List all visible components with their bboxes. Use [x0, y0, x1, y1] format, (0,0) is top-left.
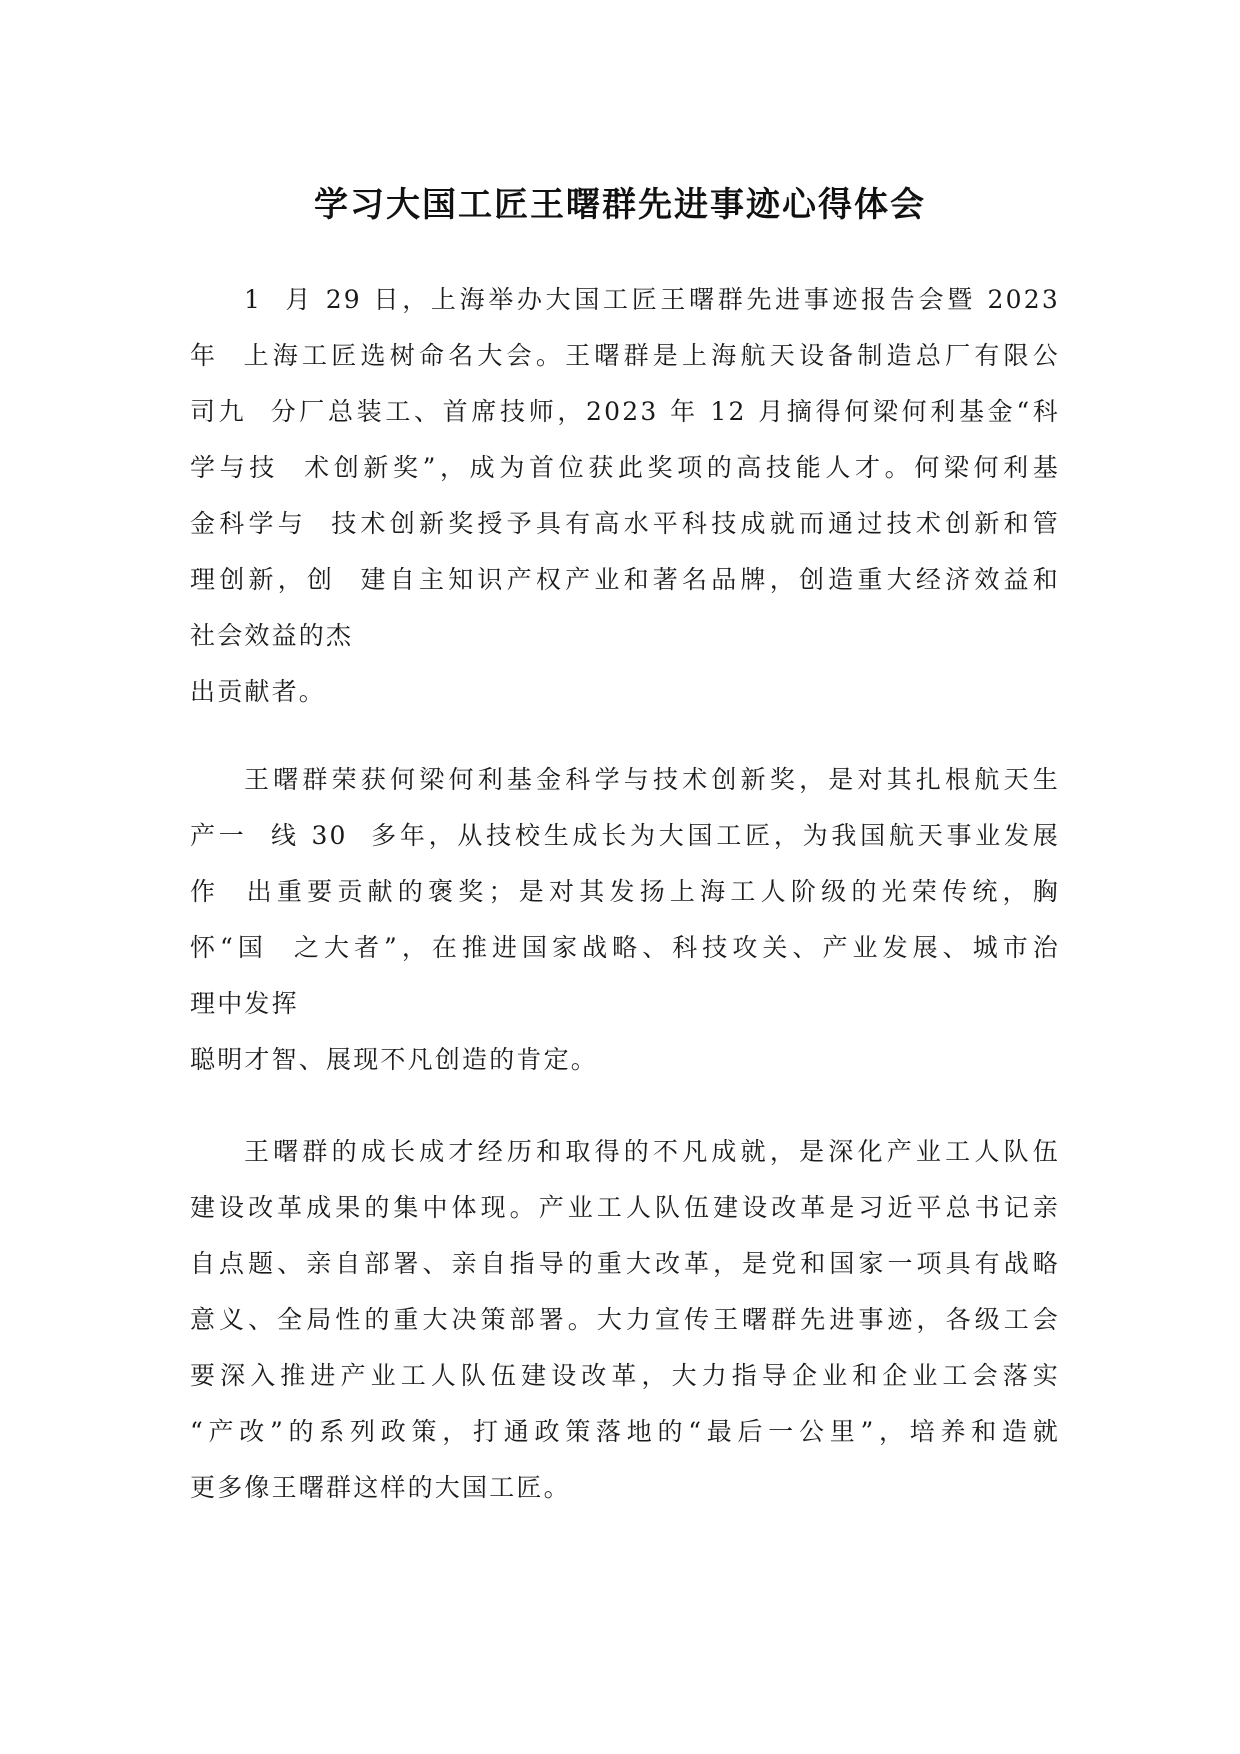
paragraph-line: 王曙群的成长成才经历和取得的不凡成就，是深化产业工人队伍 — [244, 1137, 1060, 1166]
paragraph-line: 自点题、亲自部署、亲自指导的重大改革，是党和国家一项具有战略 — [190, 1249, 1060, 1278]
paragraph-1 — [190, 272, 1060, 720]
paragraph-line: 司九 分厂总装工、首席技师，2023 年 12 月摘得何梁何利基金“科 — [190, 397, 1060, 426]
paragraph-line: 年 上海工匠选树命名大会。王曙群是上海航天设备制造总厂有限公 — [190, 341, 1060, 370]
paragraph-line: 作 出重要贡献的褒奖；是对其发扬上海工人阶级的光荣传统，胸 — [190, 877, 1060, 906]
paragraph-line: 产一 线 30 多年，从技校生成长为大国工匠，为我国航天事业发展 — [190, 821, 1060, 850]
paragraph-line: 建设改革成果的集中体现。产业工人队伍建设改革是习近平总书记亲 — [190, 1193, 1060, 1222]
paragraph-line: 出贡献者。 — [190, 677, 327, 706]
paragraph-line: 王曙群荣获何梁何利基金科学与技术创新奖，是对其扎根航天生 — [244, 765, 1060, 794]
paragraph-line: 意义、全局性的重大决策部署。大力宣传王曙群先进事迹，各级工会 — [190, 1305, 1060, 1334]
paragraph-line: 更多像王曙群这样的大国工匠。 — [190, 1473, 571, 1502]
paragraph-3 — [190, 1124, 1060, 1516]
paragraph-line: 社会效益的杰 — [190, 621, 354, 650]
paragraph-line: 理中发挥 — [190, 989, 299, 1018]
paragraph-line: 聪明才智、展现不凡创造的肯定。 — [190, 1045, 599, 1074]
paragraph-line: 1 月 29 日，上海举办大国工匠王曙群先进事迹报告会暨 2023 — [244, 285, 1060, 314]
paragraph-line: 学与技 术创新奖”，成为首位获此奖项的高技能人才。何梁何利基 — [190, 453, 1060, 482]
paragraph-line: 理创新，创 建自主知识产权产业和著名品牌，创造重大经济效益和 — [190, 565, 1060, 594]
paragraph-line: 金科学与 技术创新奖授予具有高水平科技成就而通过技术创新和管 — [190, 509, 1060, 538]
document-title: 学习大国工匠王曙群先进事迹心得体会 — [314, 185, 926, 225]
paragraph-line: “产改”的系列政策，打通政策落地的“最后一公里”，培养和造就 — [190, 1417, 1060, 1446]
paragraph-line: 怀“国 之大者”，在推进国家战略、科技攻关、产业发展、城市治 — [190, 933, 1060, 962]
paragraph-line: 要深入推进产业工人队伍建设改革，大力指导企业和企业工会落实 — [190, 1361, 1060, 1390]
paragraph-2 — [190, 752, 1060, 1088]
